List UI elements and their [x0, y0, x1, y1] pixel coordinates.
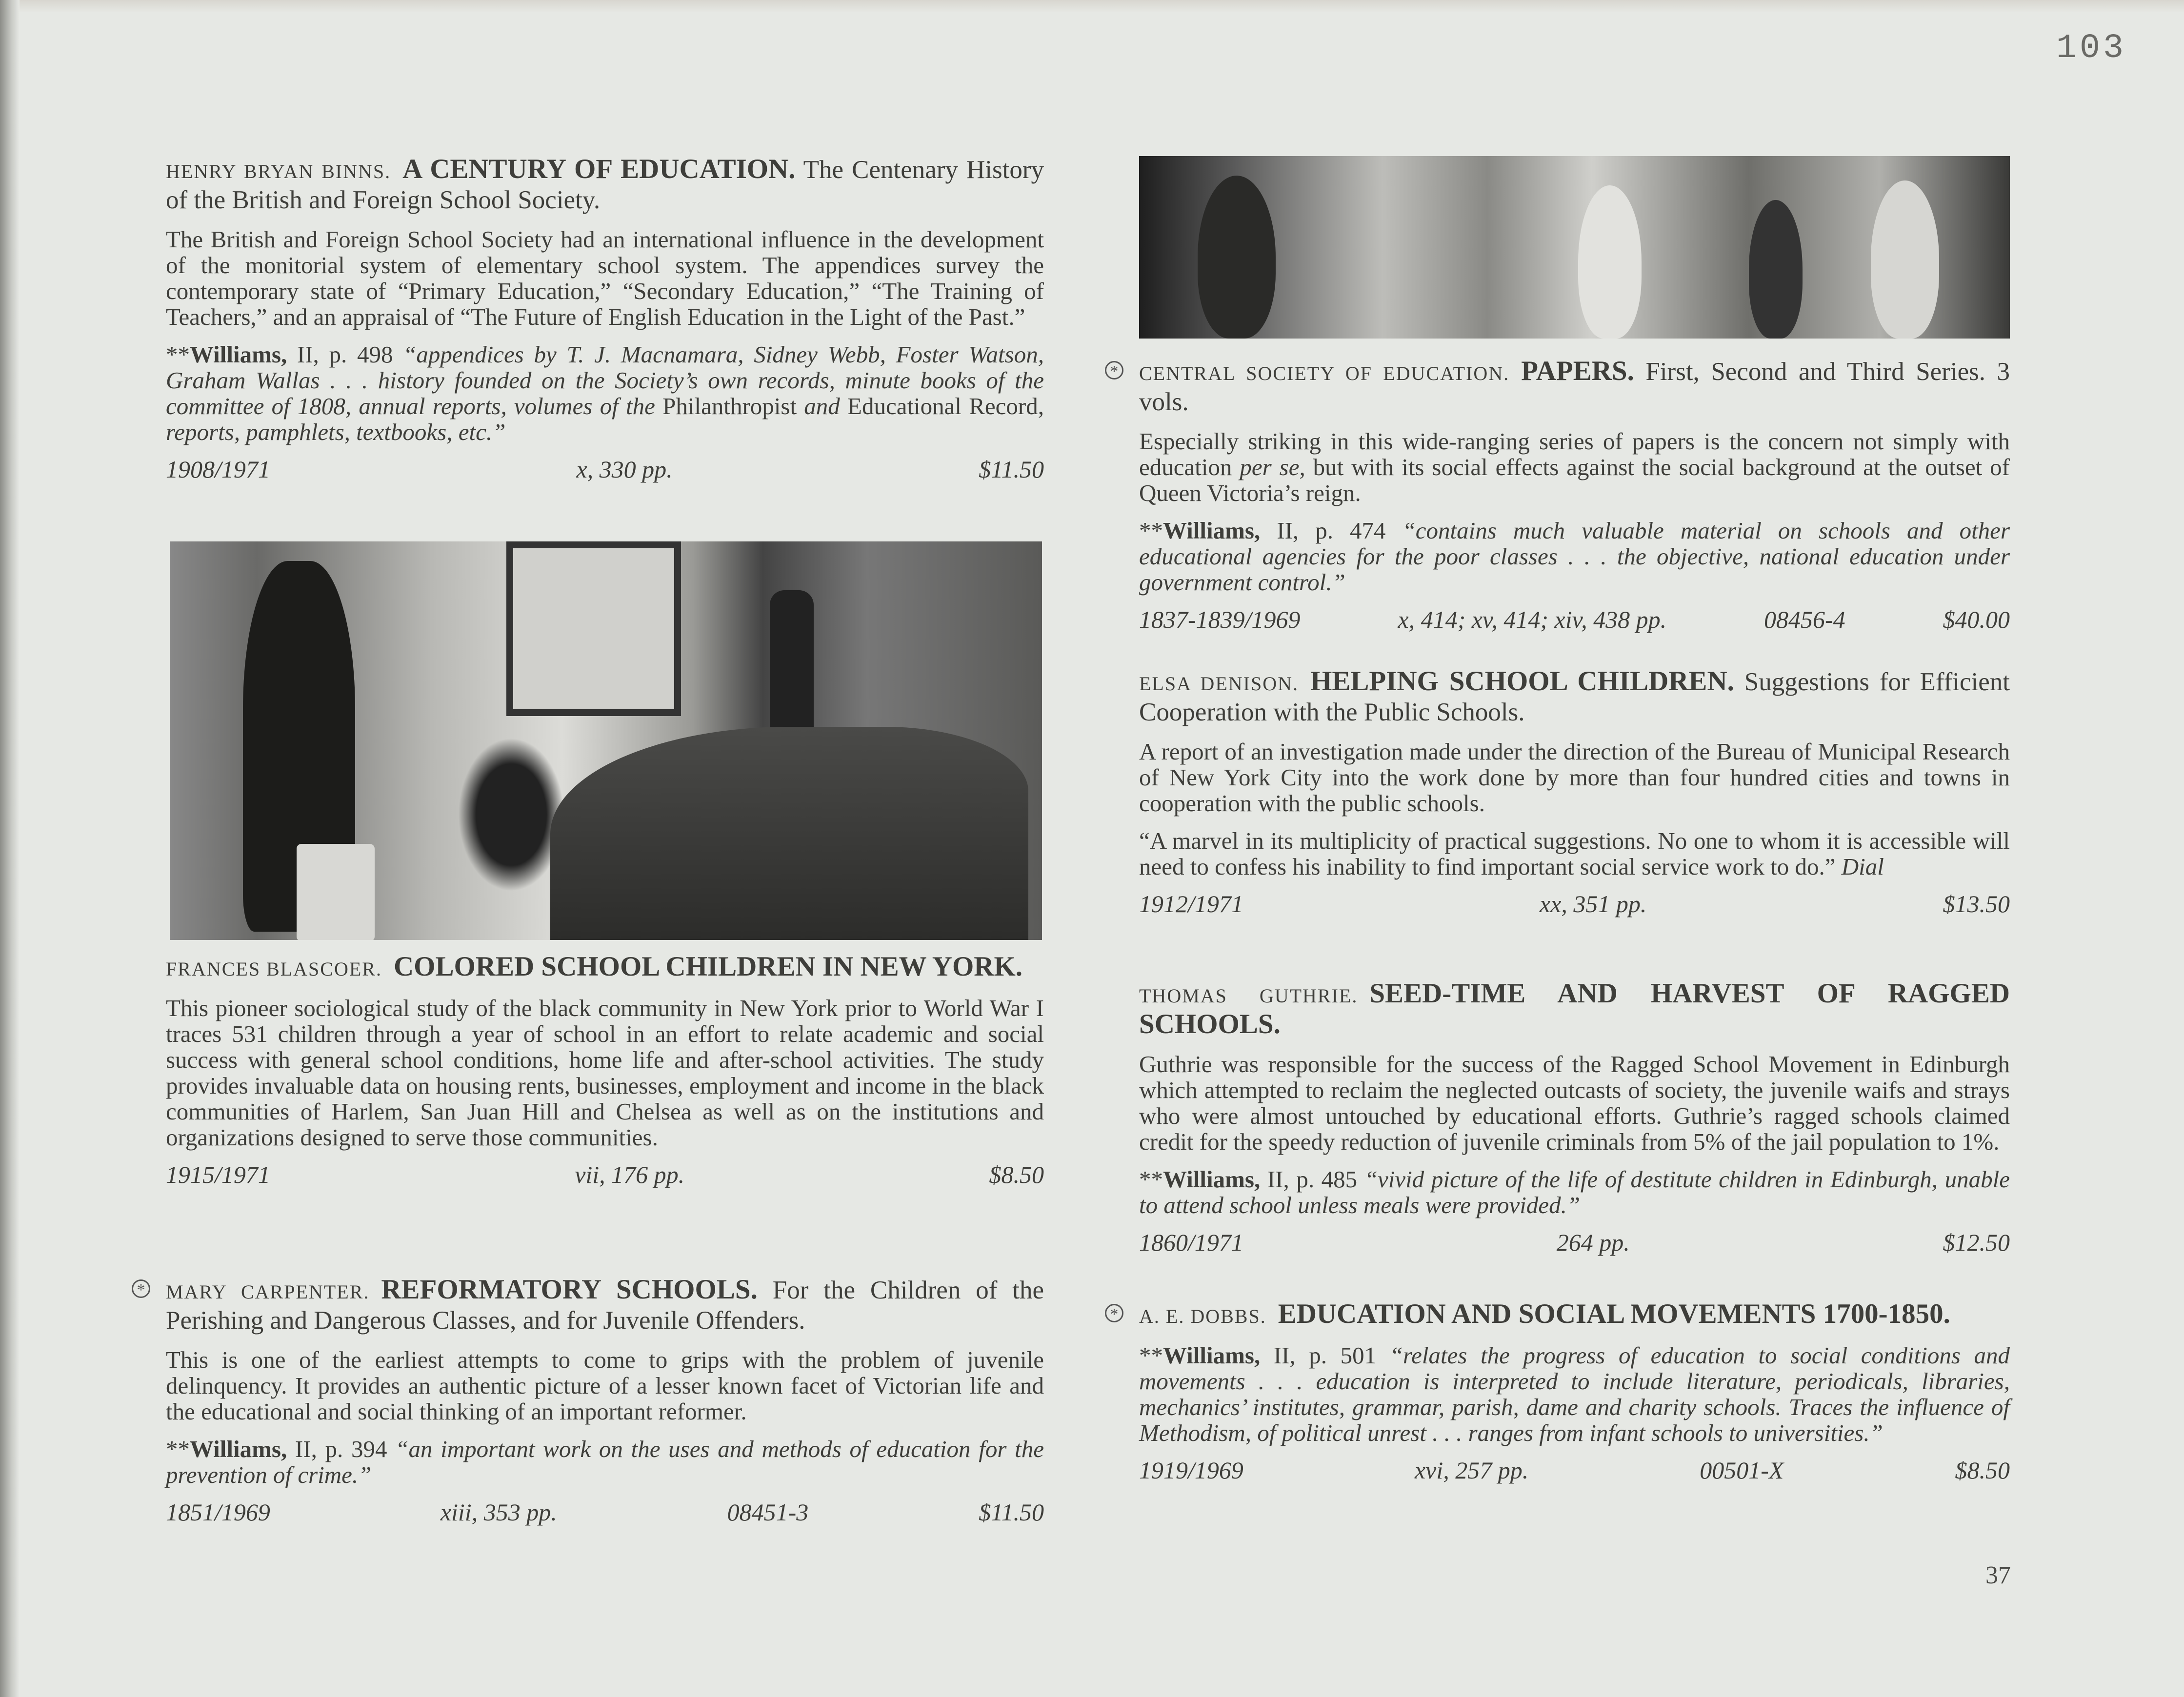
classroom-photo: [170, 541, 1042, 940]
publication-details: [166, 1162, 1044, 1188]
text-segment: II, p. 498: [287, 341, 403, 368]
page-count: x, 330 pp.: [576, 456, 673, 483]
text-segment: and: [797, 393, 848, 419]
text-segment: II, p. 501: [1260, 1342, 1390, 1369]
review-citation: [166, 1436, 1044, 1488]
publication-dates: 1912/1971: [1139, 890, 1243, 918]
price: $8.50: [989, 1161, 1044, 1188]
entry-heading: [1139, 667, 2010, 727]
book-title: PAPERS.: [1521, 356, 1634, 386]
order-number: 00501-X: [1700, 1457, 1784, 1484]
publication-dates: 1860/1971: [1139, 1229, 1243, 1256]
text-segment: **: [1139, 1342, 1163, 1369]
description-paragraph: [1139, 828, 2010, 879]
publication-dates: 1851/1969: [166, 1498, 270, 1526]
price: $8.50: [1955, 1457, 2010, 1484]
author-name: CENTRAL SOCIETY OF EDUCATION.: [1139, 362, 1510, 384]
children-group-photo: [1139, 156, 2010, 339]
text-segment: “appendices by T. J. Macnamara, Sidney Webb, Foster Watson, Graham Wallas . . . history founded on the Society’s own records, minute books of the committee of 1808, annual reports, volumes of the: [166, 341, 1044, 419]
text-segment: This is one of the earliest attempts to come to grips with the problem of juvenile delinquency. It provides an authentic picture of a lesser known facet of Victorian life and the educational and social thinking of an important reformer.: [166, 1346, 1044, 1425]
text-segment: II, p. 485: [1260, 1166, 1364, 1193]
page-count: x, 414; xv, 414; xiv, 438 pp.: [1398, 606, 1667, 633]
catalog-entry: [1110, 356, 2010, 633]
entry-heading: [1139, 1300, 2010, 1331]
text-segment: **: [1139, 1166, 1163, 1193]
description-paragraph: [166, 995, 1044, 1150]
entry-heading: [166, 1276, 1044, 1335]
publication-details: [1139, 607, 2010, 633]
author-name: MARY CARPENTER.: [166, 1281, 370, 1303]
catalog-entry: [166, 953, 1044, 1188]
text-segment: “contains much valuable material on schools and other educational agencies for the poor classes . . . the objective, national education under government control.”: [1139, 517, 2010, 596]
publication-dates: 1908/1971: [166, 456, 270, 483]
book-spine-shadow: [0, 0, 20, 1697]
text-segment: but with its social effects against the social background at the outset of Queen Victoria’s reign.: [1139, 454, 2010, 506]
book-subtitle: The Centenary History of the British and Foreign School Society.: [166, 156, 1044, 214]
publication-details: [1139, 1457, 2010, 1483]
text-segment: Dial: [1841, 853, 1884, 880]
description-paragraph: [1139, 428, 2010, 506]
review-citation: [1139, 1342, 2010, 1446]
text-segment: Williams,: [190, 1436, 287, 1462]
catalog-entry: [1110, 1298, 2010, 1484]
price: $12.50: [1943, 1229, 2010, 1256]
text-segment: Educational Record,: [847, 393, 1044, 419]
text-segment: Williams,: [190, 341, 287, 368]
author-name: HENRY BRYAN BINNS.: [166, 160, 391, 182]
book-subtitle: For the Children of the Perishing and Dangerous Classes, and for Juvenile Offenders.: [166, 1276, 1044, 1335]
entry-heading: [166, 953, 1044, 983]
book-subtitle: Suggestions for Efficient Cooperation with the Public Schools.: [1139, 668, 2010, 726]
price: $40.00: [1943, 606, 2010, 633]
text-segment: “relates the progress of education to social conditions and movements . . . education is interpreted to include literature, periodicals, libraries, mechanics’ institutes, grammar, parish, dame and charity schools. Traces the influence of Methodism, of political unrest . . . ranges from infant schools to universities.”: [1139, 1342, 2010, 1446]
text-segment: Williams,: [1163, 1166, 1261, 1193]
page-count: xvi, 257 pp.: [1414, 1457, 1529, 1484]
book-title: EDUCATION AND SOCIAL MOVEMENTS 1700-1850.: [1278, 1298, 1950, 1329]
catalog-entry: [1139, 667, 2010, 917]
entry-heading: [166, 155, 1044, 215]
book-title: COLORED SCHOOL CHILDREN IN NEW YORK.: [393, 951, 1023, 982]
publication-details: [1139, 891, 2010, 917]
text-segment: “A marvel in its multiplicity of practical suggestions. No one to whom it is accessible will need to confess his inability to find important social service work to do.”: [1139, 827, 2010, 880]
stamped-page-number: 103: [2056, 29, 2127, 68]
text-segment: **: [1139, 517, 1163, 544]
text-segment: A report of an investigation made under the direction of the Bureau of Municipal Research of New York City into the work done by more than four hundred cities and towns in cooperation with the public schools.: [1139, 738, 2010, 817]
book-title: A CENTURY OF EDUCATION.: [402, 154, 796, 184]
price: $13.50: [1943, 890, 2010, 918]
page-top-edge: [0, 0, 2184, 13]
order-number: 08456-4: [1763, 606, 1845, 633]
text-segment: Especially striking in this wide-ranging series of papers is the concern not simply with education: [1139, 428, 2010, 480]
publication-details: [166, 1499, 1044, 1525]
description-paragraph: [1139, 739, 2010, 816]
review-citation: [1139, 1166, 2010, 1218]
text-segment: Philanthropist: [662, 393, 797, 419]
description-paragraph: [1139, 1051, 2010, 1155]
author-name: FRANCES BLASCOER.: [166, 958, 382, 980]
author-name: ELSA DENISON.: [1139, 673, 1299, 695]
publication-dates: 1837-1839/1969: [1139, 606, 1301, 633]
text-segment: **: [166, 341, 190, 368]
asterisk-circle-icon: *: [1105, 1304, 1123, 1322]
text-segment: “an important work on the uses and methods of education for the prevention of crime.”: [166, 1436, 1044, 1488]
review-citation: [1139, 518, 2010, 595]
text-segment: II, p. 474: [1260, 517, 1403, 544]
text-segment: Guthrie was responsible for the success of the Ragged School Movement in Edinburgh which attempted to reclaim the neglected outcasts of society, the juvenile waifs and strays who were almost untouched by educational efforts. Guthrie’s ragged schools claimed credit for the speedy reduction of juvenile criminals from 5% of the jail population to 1%.: [1139, 1051, 2010, 1155]
asterisk-circle-icon: *: [132, 1279, 150, 1298]
book-title: HELPING SCHOOL CHILDREN.: [1310, 666, 1734, 697]
page-count: xx, 351 pp.: [1540, 890, 1647, 918]
catalog-entry: [1139, 979, 2010, 1256]
book-title: REFORMATORY SCHOOLS.: [381, 1274, 758, 1305]
publication-dates: 1915/1971: [166, 1161, 270, 1188]
asterisk-circle-icon: *: [1105, 361, 1123, 379]
publication-details: [1139, 1230, 2010, 1256]
entry-heading: [1139, 979, 2010, 1039]
text-segment: II, p. 394: [287, 1436, 396, 1462]
publication-details: [166, 457, 1044, 482]
entry-heading: [1139, 357, 2010, 417]
catalog-entry: [137, 1274, 1044, 1526]
description-paragraph: [166, 1347, 1044, 1424]
text-segment: Williams,: [1163, 517, 1261, 544]
price: $11.50: [979, 1498, 1044, 1526]
book-subtitle: First, Second and Third Series. 3 vols.: [1139, 358, 2010, 416]
author-name: THOMAS GUTHRIE.: [1139, 985, 1358, 1007]
text-segment: reports, pamphlets, textbooks, etc.”: [166, 419, 506, 445]
order-number: 08451-3: [727, 1498, 809, 1526]
page-count: vii, 176 pp.: [575, 1161, 685, 1188]
text-segment: “vivid picture of the life of destitute children in Edinburgh, unable to attend school unless meals were provided.”: [1139, 1166, 2010, 1218]
book-title: SEED-TIME AND HARVEST OF RAGGED SCHOOLS.: [1139, 978, 2010, 1039]
publication-dates: 1919/1969: [1139, 1457, 1243, 1484]
catalog-entry: [166, 155, 1044, 482]
text-segment: The British and Foreign School Society had an international influence in the development of the monitorial system of elementary school system. The appendices survey the contemporary state of “Primary Education,” “Secondary Education,” “The Training of Teachers,” and an appraisal of “The Future of English Education in the Light of the Past.”: [166, 226, 1044, 330]
text-segment: This pioneer sociological study of the black community in New York prior to World War I traces 531 children through a year of school in an effort to relate academic and social success with general school conditions, home life and after-school activities. The study provides invaluable data on housing rents, businesses, employment and income in the black communities of Harlem, San Juan Hill and Chelsea as well as on the institutions and organizations designed to serve those communities.: [166, 995, 1044, 1151]
page-count: 264 pp.: [1556, 1229, 1630, 1256]
review-citation: [166, 341, 1044, 445]
page-count: xiii, 353 pp.: [440, 1498, 557, 1526]
price: $11.50: [979, 456, 1044, 483]
text-segment: **: [166, 1436, 190, 1462]
page-number: 37: [1985, 1561, 2011, 1589]
description-paragraph: [166, 226, 1044, 330]
author-name: A. E. DOBBS.: [1139, 1305, 1266, 1327]
text-segment: per se,: [1240, 454, 1305, 480]
text-segment: Williams,: [1163, 1342, 1261, 1369]
